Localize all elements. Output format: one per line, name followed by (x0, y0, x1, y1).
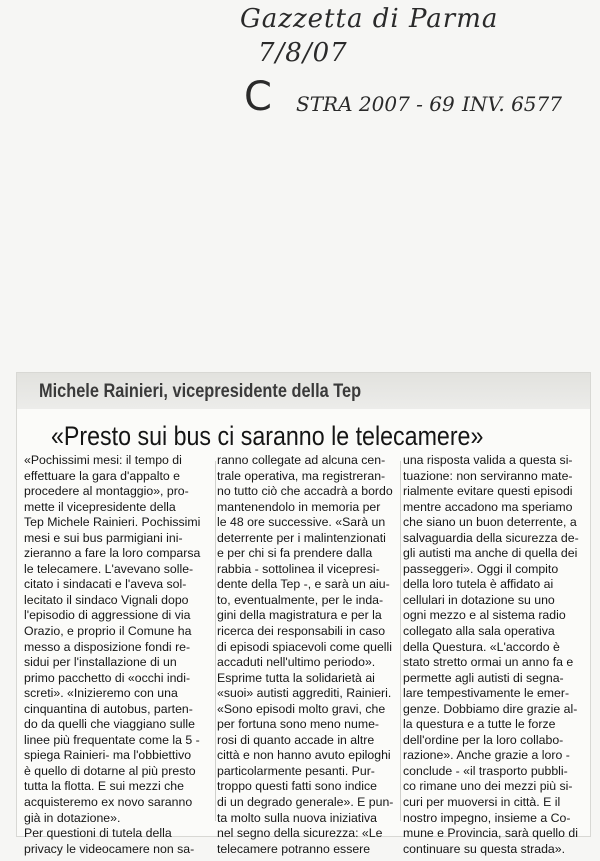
article-line: linee più frequentate come la 5 - (24, 732, 200, 747)
article-line: della loro tutela è affidato ai (403, 577, 554, 592)
article-line: do da quelli che viaggiano sulle (24, 717, 195, 732)
article-line: permette agli autisti di segna- (403, 670, 564, 685)
article-line: particolarmente pesanti. Pur- (217, 763, 375, 778)
article-line: «Pochissimi mesi: il tempo di (24, 453, 182, 467)
article-line: spiega Rainieri- ma l'obbiettivo (24, 748, 192, 763)
article-line: telecamere potranno essere (217, 841, 371, 856)
article-line: curi per muoversi in città. E il (403, 795, 561, 810)
article-line: citato i sindacati e l'aveva sol- (24, 577, 187, 592)
article-line: che siano un buon deterrente, a (403, 515, 577, 530)
article-line: nostro impegno, insieme a Co- (403, 810, 571, 825)
article-line: città e non hanno avuto epiloghi (217, 748, 391, 763)
article-line: mentre accadono ma speriamo (403, 499, 573, 514)
article-line: Tep Michele Rainieri. Pochissimi (24, 515, 201, 530)
article-line: «Sono episodi molto gravi, che (217, 701, 386, 716)
inventory-number: INV. 6577 (462, 92, 562, 116)
article-line: salvaguardia della sicurezza de- (403, 530, 579, 545)
article-column-3 (403, 453, 585, 857)
article-line: ogni mezzo e al sistema radio (403, 608, 566, 623)
article-line: una risposta valida a questa si- (403, 453, 573, 467)
article-line: conclude - «il trasporto pubbli- (403, 763, 568, 778)
article-line: razione». Anche grazie a loro - (403, 748, 570, 763)
article-line: per fortuna sono meno nume- (217, 717, 380, 732)
article-headline: «Presto sui bus ci saranno le telecamere» (51, 421, 484, 451)
article-line: dente della Tep -, e sarà un aiu- (217, 577, 390, 592)
article-line: passeggeri». Oggi il compito (403, 561, 559, 576)
article-line: mesi e sui bus parmigiani ini- (24, 530, 183, 545)
article-line: messo a disposizione fondi re- (24, 639, 191, 654)
article-line: di un degrado generale». E pun- (217, 795, 394, 810)
column-divider (400, 461, 401, 821)
article-line: effettuare la gara d'appalto e (24, 468, 180, 483)
article-line: e per chi si fa prendere dalla (217, 546, 373, 561)
article-line: ricerca dei responsabili in caso (217, 624, 386, 639)
article-line: rabbia - sottolinea il vicepresi- (217, 561, 380, 576)
article-line: co rimane uno dei mezzi più si- (403, 779, 573, 794)
article-line: no tutto ciò che accadrà a bordo (217, 484, 393, 499)
handwritten-source: Gazzetta di Parma (240, 4, 499, 34)
article-line: gini della magistratura e per la (217, 608, 382, 623)
article-line: le telecamere. L'avevano solle- (24, 561, 194, 576)
article-kicker: Michele Rainieri, vicepresidente della Tep (39, 381, 362, 402)
article-line: mune e Provincia, sarà quello di (403, 826, 578, 841)
article-line: trale operativa, ma registreran- (217, 468, 386, 483)
article-line: gli autisti ma anche di quella dei (403, 546, 578, 561)
article-line: mantenendolo in memoria per (217, 499, 381, 514)
article-line: di episodi spiacevoli come quelli (217, 639, 392, 654)
article-line: è quello di dotarne al più presto (24, 763, 196, 778)
article-line: «suoi» autisti aggrediti, Rainieri. (217, 686, 392, 701)
article-line: to, eventualmente, per le inda- (217, 592, 384, 607)
article-line: Per questioni di tutela della (24, 826, 172, 841)
article-line: ranno collegate ad alcuna cen- (217, 453, 386, 467)
article-line: rosi di quanto accade in altre (217, 732, 375, 747)
article-line: genze. Dobbiamo dire grazie al- (403, 701, 578, 716)
article-line: collegato alla sala operativa (403, 624, 555, 639)
article-line: troppo questi fatti sono indice (217, 779, 377, 794)
article-line: stato stretto ormai un anno fa e (403, 655, 574, 670)
article-line: Esprime tutta la solidarietà ai (217, 670, 375, 685)
archive-code: STRA 2007 - 69 (296, 92, 455, 116)
article-line: Orazio, e proprio il Comune ha (24, 624, 192, 639)
article-line: la questura e a tutte le forze (403, 717, 556, 732)
article-line: privacy le videocamere non sa- (24, 841, 195, 856)
article-line: primo pacchetto di «occhi indi- (24, 670, 191, 685)
article-line: già in dotazione». (24, 810, 121, 825)
article-line: procedere al montaggio», pro- (24, 484, 189, 499)
article-line: lecitato il sindaco Vignali dopo (24, 592, 189, 607)
article-line: rialmente evitare questi episodi (403, 484, 573, 499)
article-line: deterrente per i malintenzionati (217, 530, 386, 545)
article-line: l'episodio di aggressione di via (24, 608, 191, 623)
article-line: accaduti nell'ultimo periodo». (217, 655, 376, 670)
handwritten-date: 7/8/07 (258, 38, 348, 68)
article-line: tuazione: non serviranno mate- (403, 468, 573, 483)
handwritten-mark: C (244, 74, 273, 120)
article-line: mette il vicepresidente della (24, 499, 176, 514)
article-line: lare tempestivamente le emer- (403, 686, 570, 701)
article-line: screti». «Inizieremo con una (24, 686, 178, 701)
article-line: le 48 ore successive. «Sarà un (217, 515, 386, 530)
article-line: tutta la flotta. E sui mezzi che (24, 779, 184, 794)
article-column-2 (217, 453, 397, 857)
article-line: della Questura. «L'accordo è (403, 639, 560, 654)
article-line: cinquantina di autobus, parten- (24, 701, 193, 716)
article-line: continuare su questa strada». (403, 841, 566, 856)
article-line: zieranno a fare la loro comparsa (24, 546, 201, 561)
article-line: ta molto sulla nuova iniziativa (217, 810, 377, 825)
article-line: nel segno della sicurezza: «Le (217, 826, 383, 841)
article-line: dell'ordine per la loro collabo- (403, 732, 564, 747)
article-line: sidui per l'installazione di un (24, 655, 177, 670)
article-line: cellulari in dotazione su uno (403, 592, 555, 607)
article-line: acquisteremo ex novo saranno (24, 795, 193, 810)
newspaper-clipping (17, 373, 590, 856)
article-column-1 (24, 453, 216, 857)
